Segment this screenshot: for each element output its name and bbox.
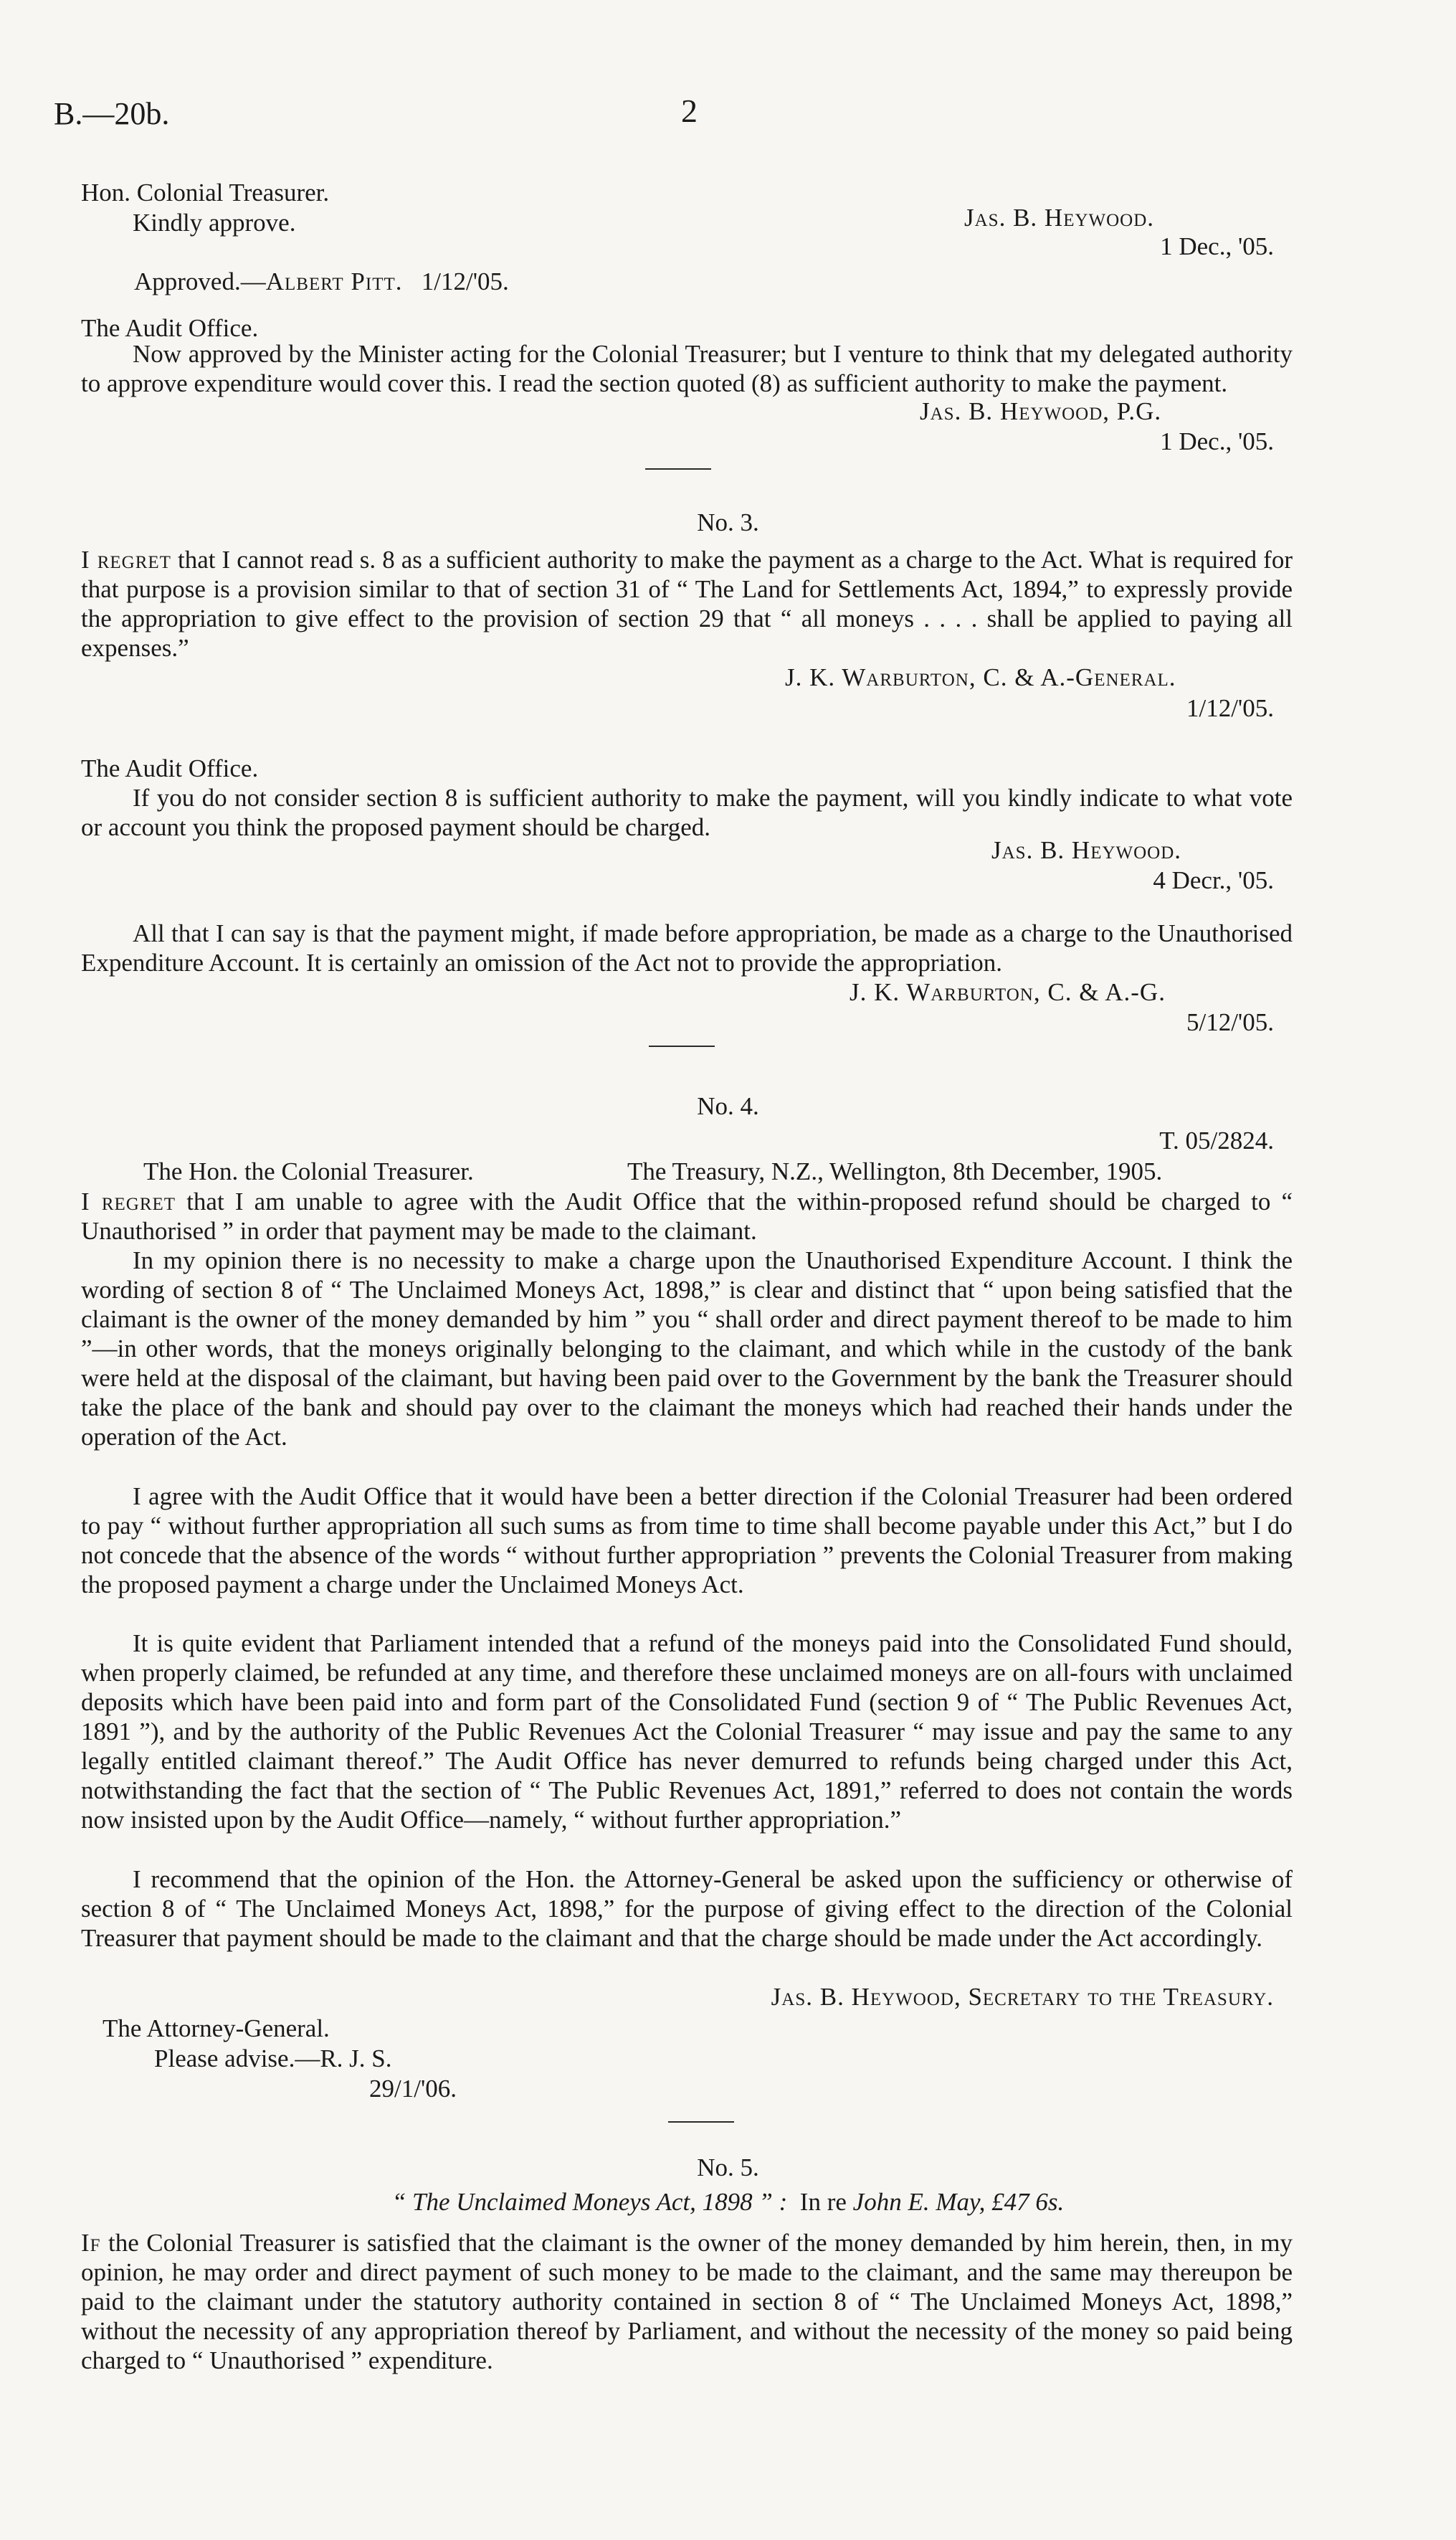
no3-body-text: that I cannot read s. 8 as a sufficient authority to make the payment as a charge to the Act. What is required for that purpose is a provision similar to that of section 31 of “ The Land for Settlements Act, 1894,” to expressly provide the appropriation to give effect to the provision of section 29 that “ all moneys . . . . shall be applied to paying all expenses.”: [81, 546, 1293, 662]
no4-para1: [81, 1187, 1293, 1246]
section-divider: [668, 2121, 734, 2123]
page-number: 2: [681, 93, 698, 129]
no3-body: [81, 545, 1293, 663]
no5-claimant: John E. May, £47 6s.: [852, 2188, 1065, 2216]
no3-answer-signature: J. K. Warburton, C. & A.-G.: [850, 978, 1166, 1006]
no3-reply-signature: Jas. B. Heywood.: [991, 836, 1182, 864]
no3-heading: No. 3.: [697, 508, 759, 536]
approved-date: 1/12/'05.: [421, 267, 509, 295]
approval-date: 1 Dec., '05.: [1160, 232, 1274, 260]
no4-lead-word: I regret: [81, 1188, 176, 1215]
no3-reply-date: 4 Decr., '05.: [1153, 866, 1274, 894]
no5-act-title: “ The Unclaimed Moneys Act, 1898 ” :: [391, 2188, 788, 2216]
no4-para5: I recommend that the opinion of the Hon. the Attorney-General be asked upon the sufficiency or otherwise of section 8 of “ The Unclaimed Moneys Act, 1898,” for the purpose of giving effect to the direction of the Colonial Treasurer that payment should be made to the claimant and that the charge should be made under the Act accordingly.: [81, 1865, 1293, 1952]
audit-note-date: 1 Dec., '05.: [1160, 427, 1274, 455]
no3-signature: J. K. Warburton, C. & A.-General.: [785, 663, 1176, 691]
no5-body: [81, 2228, 1293, 2407]
approval-signatory: Jas. B. Heywood.: [964, 204, 1155, 232]
no4-ref: T. 05/2824.: [1159, 1127, 1274, 1155]
no4-signature: Jas. B. Heywood, Secretary to the Treasury.: [771, 1983, 1274, 2011]
approved-line: [134, 267, 509, 296]
no4-para3: I agree with the Audit Office that it would have been a better direction if the Colonial Treasurer had been ordered to pay “ without further appropriation all such sums as from time to time shall become payable under this Act,” but I do not concede that the absence of the words “ without further appropriation ” prevents the Colonial Treasurer from making the proposed payment a charge under the Unclaimed Moneys Act.: [81, 1482, 1293, 1598]
section-divider: [649, 1046, 715, 1047]
section-divider: [645, 468, 711, 470]
approved-by: Albert Pitt.: [265, 267, 403, 295]
audit-note-body: Now approved by the Minister acting for the Colonial Treasurer; but I venture to think that my delegated authority to approve expenditure would cover this. I read the section quoted (8) as sufficient authority to make the payment.: [81, 340, 1293, 397]
no4-para1-text: that I am unable to agree with the Audit Office that the within-proposed refund should be charged to “ Unauthorised ” in order that payment may be made to the claimant.: [81, 1188, 1293, 1245]
no4-minute-addressee: The Attorney-General.: [103, 2014, 330, 2042]
no3-reply-addressee: The Audit Office.: [81, 754, 259, 782]
audit-note-addressee: The Audit Office.: [81, 314, 259, 342]
audit-note-signature: Jas. B. Heywood, P.G.: [920, 397, 1162, 425]
no3-lead-word: I regret: [81, 546, 171, 574]
approved-label: Approved.—: [134, 267, 266, 295]
approval-request: Kindly approve.: [133, 209, 296, 237]
no3-answer-body: All that I can say is that the payment might, if made before appropriation, be made as a charge to the Unauthorised Expenditure Account. It is certainly an omission of the Act not to provide the appropriation.: [81, 919, 1293, 977]
no4-addressee: The Hon. the Colonial Treasurer.: [143, 1157, 474, 1185]
no3-date: 1/12/'05.: [1186, 694, 1274, 722]
no3-answer-date: 5/12/'05.: [1186, 1008, 1274, 1036]
no5-subtitle: [0, 2187, 1456, 2217]
no5-in-re: In re: [799, 2188, 847, 2216]
no3-reply-body: If you do not consider section 8 is sufficient authority to make the payment, will you kindly indicate to what vote or account you think the proposed payment should be charged.: [81, 784, 1293, 841]
no4-heading: No. 4.: [697, 1092, 759, 1120]
no4-minute-text: Please advise.—R. J. S.: [154, 2044, 392, 2072]
document-ref: B.—20b.: [54, 96, 170, 131]
no4-para4: It is quite evident that Parliament intended that a refund of the moneys paid into the Consolidated Fund should, when properly claimed, be refunded at any time, and therefore these unclaimed moneys are on all-fours with unclaimed deposits which have been paid into and form part of the Consolidated Fund (section 9 of “ The Public Revenues Act, 1891 ”), and by the authority of the Public Revenues Act the Colonial Treasurer “ may issue and pay the same to any legally entitled claimant thereof.” The Audit Office has never demurred to refunds being charged under this Act, notwithstanding the fact that the section of “ The Public Revenues Act, 1891,” referred to does not contain the words now insisted upon by the Audit Office—namely, “ without further appropriation.”: [81, 1629, 1293, 1834]
no4-minute-date: 29/1/'06.: [369, 2075, 457, 2103]
no5-lead-word: If: [81, 2229, 101, 2257]
no5-body-text: the Colonial Treasurer is satisfied that the claimant is the owner of the money demanded by him herein, then, in my opinion, he may order and direct payment of such money to be made to the claimant, and the same may thereupon be paid to the claimant under the statutory authority contained in section 8 of “ The Unclaimed Moneys Act, 1898,” without the necessity of any appropriation thereof by Parliament, and without the necessity of the money so paid being charged to “ Unauthorised ” expenditure.: [81, 2229, 1293, 2374]
no4-para2: In my opinion there is no necessity to make a charge upon the Unauthorised Expenditure Account. I think the wording of section 8 of “ The Unclaimed Moneys Act, 1898,” is clear and distinct that “ upon being satisfied that the claimant is the owner of the money demanded by him ” you “ shall order and direct payment thereof to be made to him ”—in other words, that the moneys originally belonging to the claimant, and which while in the custody of the bank were held at the disposal of the claimant, but having been paid over to the Government by the bank the Treasurer should take the place of the bank and should pay over to the claimant the moneys which had reached their hands under the operation of the Act.: [81, 1246, 1293, 1451]
approval-addressee: Hon. Colonial Treasurer.: [81, 179, 330, 207]
no4-place-date: The Treasury, N.Z., Wellington, 8th December, 1905.: [627, 1157, 1163, 1185]
no5-heading: No. 5.: [697, 2153, 759, 2181]
